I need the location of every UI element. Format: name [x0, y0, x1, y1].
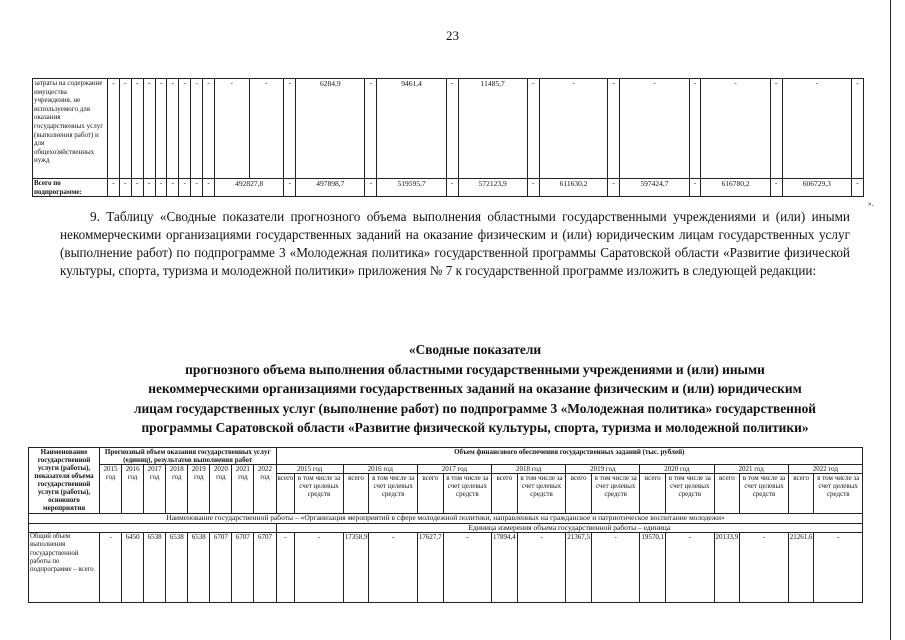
- table-cell: -: [517, 533, 565, 603]
- table-cell: 6284,9: [296, 79, 365, 179]
- table-cell: -: [100, 533, 122, 603]
- total-header: всего: [640, 474, 666, 514]
- col-name-header: Наименование государственной услуги (работы), показателя объема государственной услуги (работы), основного мероприятия: [29, 448, 100, 514]
- table-row: [29, 533, 863, 603]
- table-cell: 6450: [122, 533, 144, 603]
- volume-group-header: Прогнозный объем оказания государственных услуг (единиц), результатов выполнения работ: [100, 448, 277, 465]
- table-cell: 20133,9: [714, 533, 740, 603]
- year-header: 2022 год: [254, 465, 276, 514]
- fin-year-header: 2021 год: [714, 465, 788, 474]
- year-header: 2019 год: [188, 465, 210, 514]
- targeted-header: в том числе за счет целевых средств: [369, 474, 417, 514]
- table-row: [33, 179, 864, 197]
- table-cell: -: [689, 79, 701, 179]
- continued-table: [32, 78, 864, 197]
- table-cell: -: [179, 179, 191, 197]
- table-cell: -: [851, 79, 863, 179]
- page-edge-line: [890, 0, 891, 640]
- table-cell: -: [155, 79, 167, 179]
- total-header: всего: [276, 474, 295, 514]
- targeted-header: в том числе за счет целевых средств: [591, 474, 639, 514]
- targeted-header: в том числе за счет целевых средств: [517, 474, 565, 514]
- table-cell: -: [119, 79, 131, 179]
- heading-line: программы Саратовской области «Развитие физической культуры, спорта, туризма и молодежной политики»: [141, 420, 809, 435]
- table-cell: -: [108, 79, 120, 179]
- table-cell: 6707: [254, 533, 276, 603]
- year-header: 2018 год: [166, 465, 188, 514]
- table-cell: -: [608, 179, 620, 197]
- table-row: [33, 79, 864, 179]
- table-cell: -: [191, 79, 203, 179]
- year-header: 2016 год: [122, 465, 144, 514]
- table-cell: 6538: [188, 533, 210, 603]
- table-cell: -: [179, 79, 191, 179]
- total-header: всего: [343, 474, 369, 514]
- table-cell: 497898,7: [296, 179, 365, 197]
- table-cell: 519595,7: [377, 179, 446, 197]
- table-cell: 6707: [232, 533, 254, 603]
- year-header: 2015 год: [100, 465, 122, 514]
- heading-line: лицам государственных услуг (выполнение работ) по подпрограмме 3 «Молодежная политика» государственной: [133, 400, 817, 416]
- targeted-header: в том числе за счет целевых средств: [295, 474, 343, 514]
- table-cell: -: [155, 179, 167, 197]
- table-cell: -: [770, 79, 782, 179]
- table-cell: -: [446, 79, 458, 179]
- table-cell: -: [191, 179, 203, 197]
- table-cell: 9461,4: [377, 79, 446, 179]
- table-cell: 6707: [210, 533, 232, 603]
- total-header: всего: [417, 474, 443, 514]
- table-cell: -: [365, 79, 377, 179]
- fin-year-header: 2018 год: [492, 465, 566, 474]
- empty-cell: [29, 523, 277, 533]
- table-cell: -: [770, 179, 782, 197]
- row-label: Общий объем выполнения государственной работы по подпрограмме – всего: [29, 533, 100, 603]
- table-cell: 606729,3: [782, 179, 851, 197]
- table-cell: -: [249, 79, 284, 179]
- total-header: всего: [566, 474, 592, 514]
- closing-quote-mark: ».: [868, 200, 874, 208]
- heading-line: некоммерческими организациями государственных заданий на оказание физическим и (или) юридическим: [148, 381, 802, 396]
- table-cell: -: [851, 179, 863, 197]
- header-row: [29, 448, 863, 465]
- table-row: [29, 523, 863, 533]
- table-cell: 6538: [166, 533, 188, 603]
- table-cell: -: [369, 533, 417, 603]
- total-header: всего: [788, 474, 814, 514]
- fin-year-header: 2019 год: [566, 465, 640, 474]
- fin-year-header: 2015 год: [276, 465, 343, 474]
- table-cell: -: [365, 179, 377, 197]
- table-cell: 597424,7: [620, 179, 689, 197]
- table-cell: -: [608, 79, 620, 179]
- row-label: Всего по подпрограмме:: [33, 179, 108, 197]
- page-number: 23: [446, 28, 459, 43]
- fin-year-header: 2020 год: [640, 465, 714, 474]
- amendment-paragraph: 9. Таблицу «Сводные показатели прогнозного объема выполнения областными государственными учреждениями и (или) иными некоммерческими организациями государственных заданий на оказание физическим и (или) юридическим лицам государственных услуг (выполнение работ) по подпрограмме 3 «Молодежная политика» государственной программы Саратовской области «Развитие физической культуры, спорта, туризма и молодежной политики» приложения № 7 к государственной программе изложить в следующей редакции:: [60, 209, 850, 278]
- finance-group-header: Объем финансового обеспечения государственных заданий (тыс. рублей): [276, 448, 863, 465]
- table-cell: -: [131, 79, 143, 179]
- table-cell: 17894,4: [492, 533, 518, 603]
- table-cell: -: [782, 79, 851, 179]
- table-cell: -: [701, 79, 770, 179]
- table-cell: -: [284, 179, 296, 197]
- total-header: всего: [492, 474, 518, 514]
- table-cell: 17627,7: [417, 533, 443, 603]
- year-header: 2017 год: [144, 465, 166, 514]
- fin-year-header: 2016 год: [343, 465, 417, 474]
- table-cell: -: [215, 79, 250, 179]
- table-cell: 21261,6: [788, 533, 814, 603]
- heading-line: прогнозного объема выполнения областными государственными учреждениями и (или) иными: [185, 361, 765, 377]
- table-cell: -: [276, 533, 295, 603]
- year-header: 2021 год: [232, 465, 254, 514]
- table-cell: -: [108, 179, 120, 197]
- table-cell: -: [203, 179, 215, 197]
- row-label: затраты на содержание имущества учреждения, не используемого для оказания государственных услуг (выполнения работ) и для общехозяйственных нужд: [33, 79, 108, 179]
- table-cell: 19570,1: [640, 533, 666, 603]
- table-cell: 17358,9: [343, 533, 369, 603]
- heading-line: «Сводные показатели: [408, 342, 542, 357]
- table-cell: -: [443, 533, 491, 603]
- table-cell: 492827,8: [215, 179, 284, 197]
- table-cell: -: [203, 79, 215, 179]
- table-cell: -: [131, 179, 143, 197]
- table-cell: -: [539, 79, 608, 179]
- unit-row: Единица измерения объема государственной работы – единица: [276, 523, 863, 533]
- table-cell: -: [666, 533, 714, 603]
- table-cell: 616780,2: [701, 179, 770, 197]
- table-cell: -: [814, 533, 863, 603]
- table-cell: 611630,2: [539, 179, 608, 197]
- table-cell: -: [167, 179, 179, 197]
- targeted-header: в том числе за счет целевых средств: [443, 474, 491, 514]
- table-cell: 21367,5: [566, 533, 592, 603]
- table-cell: 572123,9: [458, 179, 527, 197]
- table-cell: -: [620, 79, 689, 179]
- table-cell: -: [284, 79, 296, 179]
- summary-table: [28, 447, 863, 603]
- work-name-row: Наименование государственной работы – «Организация мероприятий в сфере молодежной политики, направленных на гражданское и патриотическое воспитание молодежи»: [29, 514, 863, 524]
- table-cell: -: [591, 533, 639, 603]
- table-cell: 11485,7: [458, 79, 527, 179]
- table-cell: -: [740, 533, 788, 603]
- table-cell: -: [446, 179, 458, 197]
- table-row: [29, 514, 863, 524]
- header-row: [29, 465, 863, 474]
- table-cell: -: [143, 79, 155, 179]
- table-cell: -: [119, 179, 131, 197]
- targeted-header: в том числе за счет целевых средств: [740, 474, 788, 514]
- table-cell: -: [527, 179, 539, 197]
- fin-year-header: 2022 год: [788, 465, 862, 474]
- table-cell: -: [527, 79, 539, 179]
- table-cell: -: [143, 179, 155, 197]
- table-cell: 6538: [144, 533, 166, 603]
- table-cell: -: [167, 79, 179, 179]
- targeted-header: в том числе за счет целевых средств: [814, 474, 863, 514]
- total-header: всего: [714, 474, 740, 514]
- table-cell: -: [295, 533, 343, 603]
- table-heading: [80, 340, 870, 438]
- fin-year-header: 2017 год: [417, 465, 491, 474]
- year-header: 2020 год: [210, 465, 232, 514]
- table-cell: -: [689, 179, 701, 197]
- targeted-header: в том числе за счет целевых средств: [666, 474, 714, 514]
